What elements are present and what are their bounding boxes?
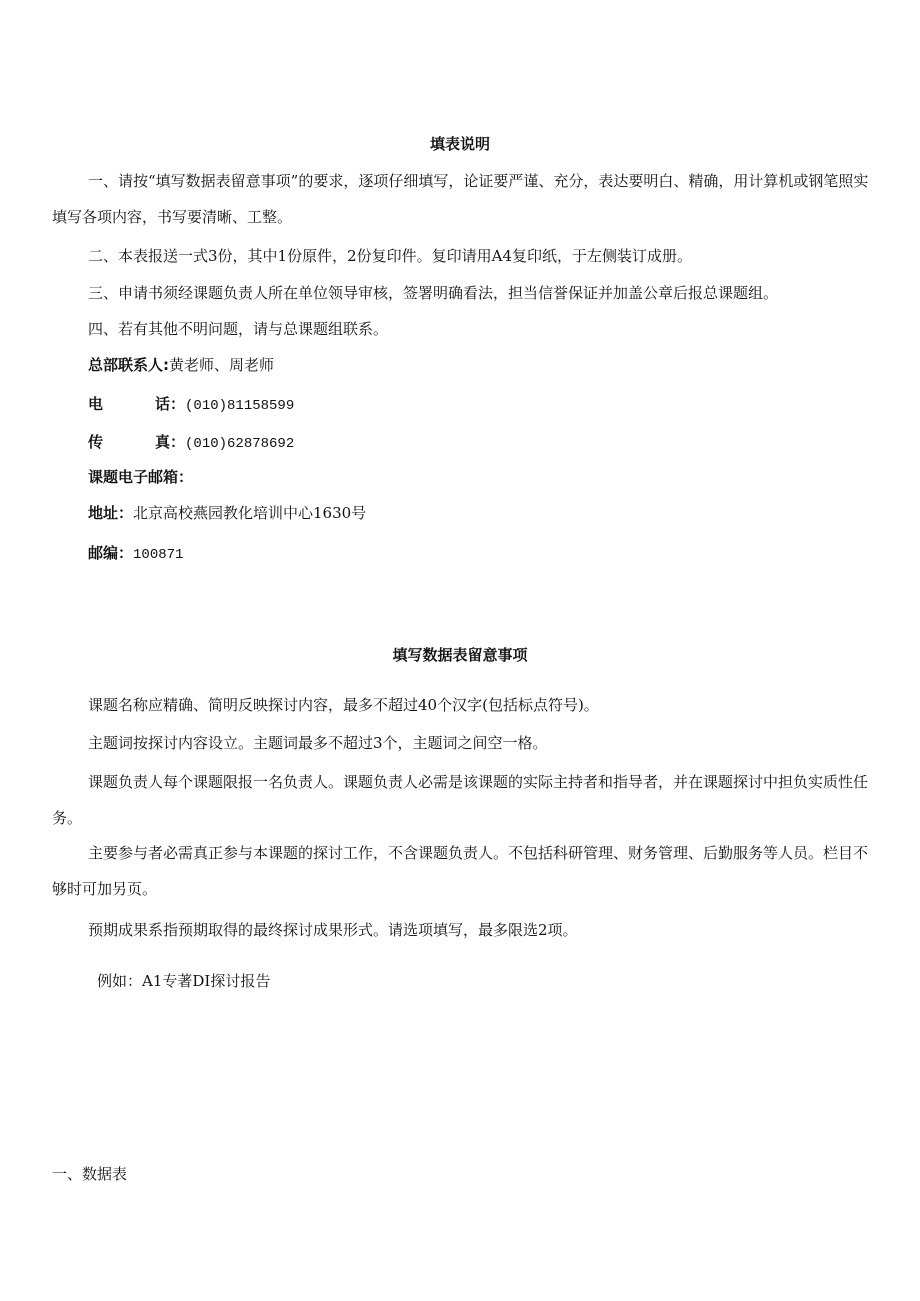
phone-label-1: 电 — [88, 395, 104, 413]
note-item-4: 主要参与者必需真正参与本课题的探讨工作，不含课题负责人。不包括科研管理、财务管理、后勤服务等人员。栏目不够时可加另页。 — [52, 844, 869, 898]
email-label: 课题电子邮箱： — [88, 468, 194, 486]
note-item-2: 主题词按探讨内容设立。主题词最多不超过3个，主题词之间空一格。 — [88, 734, 548, 752]
contact-person-row — [88, 354, 274, 375]
address-value: 北京高校燕园教化培训中心1630号 — [133, 504, 367, 522]
address-label: 地址： — [88, 504, 134, 522]
note-example: 例如：A1专著DI探讨报告 — [97, 972, 271, 990]
notes-title: 填写数据表留意事项 — [392, 646, 528, 664]
fax-row-value — [155, 431, 294, 452]
postcode-label: 邮编： — [88, 544, 134, 562]
instruction-item-4: 四、若有其他不明问题，请与总课题组联系。 — [88, 320, 389, 338]
section-heading: 一、数据表 — [52, 1165, 128, 1183]
contact-person-value: 黄老师、周老师 — [169, 356, 275, 374]
postcode-value: 100871 — [133, 547, 184, 563]
instruction-item-3: 三、申请书须经课题负责人所在单位领导审核，签署明确看法，担当信誉保证并加盖公章后报总课题组。 — [88, 284, 779, 302]
postcode-row — [88, 542, 183, 563]
email-row — [88, 466, 193, 487]
phone-label-2: 话： — [155, 395, 186, 413]
note-item-5: 预期成果系指预期取得的最终探讨成果形式。请选项填写，最多限选2项。 — [88, 921, 578, 939]
phone-row — [88, 393, 103, 414]
note-item-3: 课题负责人每个课题限报一名负责人。课题负责人必需是该课题的实际主持者和指导者，并在课题探讨中担负实质性任务。 — [52, 773, 869, 827]
note-item-1: 课题名称应精确、简明反映探讨内容，最多不超过40个汉字(包括标点符号)。 — [88, 696, 599, 714]
instruction-item-2: 二、本表报送一式3份，其中1份原件，2份复印件。复印请用A4复印纸，于左侧装订成册。 — [88, 247, 693, 265]
fax-row — [88, 431, 103, 452]
contact-person-label: 总部联系人: — [88, 356, 169, 374]
fax-label-1: 传 — [88, 433, 104, 451]
instruction-item-1: 一、请按“填写数据表留意事项”的要求，逐项仔细填写，论证要严谨、充分，表达要明白、精确，用计算机或钢笔照实填写各项内容，书写要清晰、工整。 — [52, 172, 869, 226]
address-row — [88, 502, 366, 523]
fax-value: (010)62878692 — [185, 436, 295, 452]
phone-value: (010)81158599 — [185, 398, 295, 414]
instructions-title: 填表说明 — [429, 135, 490, 153]
fax-label-2: 真： — [155, 433, 186, 451]
phone-row-value — [155, 393, 294, 414]
